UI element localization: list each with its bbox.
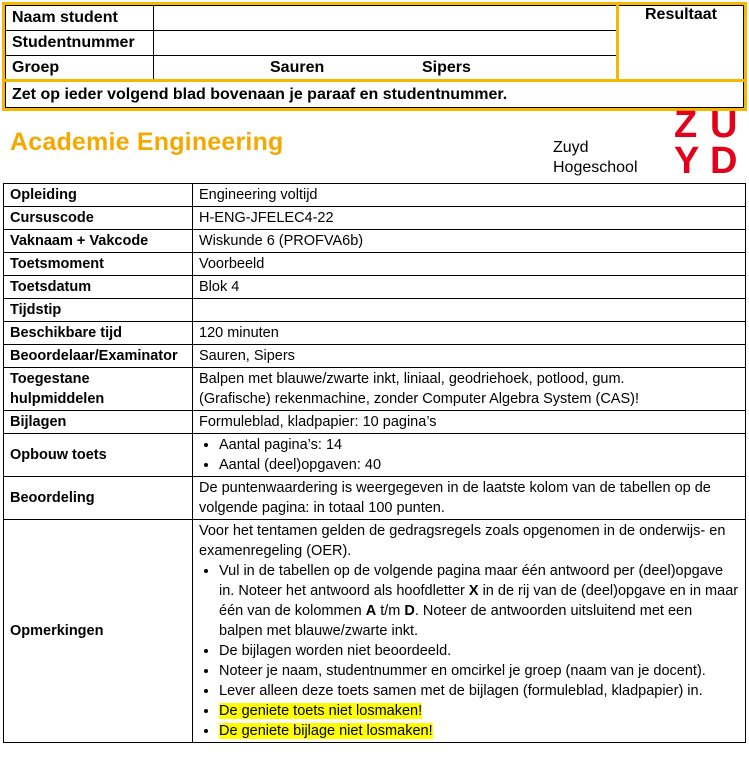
row-toetsdatum: [4, 276, 746, 299]
remark-text: Vul in de tabellen op de volgende pagina maar één antwoord per (deel)opgave in. Noteer het antwoord als hoofdletter: [219, 563, 724, 599]
value-opmerkingen: [193, 520, 746, 743]
school-name-line-1: Zuyd: [553, 139, 589, 156]
remark-bold-a: A: [365, 603, 377, 619]
row-vaknaam: [4, 230, 746, 253]
highlighted-warning: De geniete toets niet losmaken!: [219, 703, 423, 719]
student-number-label: Studentnummer: [6, 31, 154, 56]
row-cursuscode: [4, 207, 746, 230]
value-toetsdatum: Blok 4: [193, 276, 746, 299]
list-item: • Lever alleen deze toets samen met de bijlagen (formuleblad, kladpapier) in.: [219, 681, 739, 701]
label-beoordeling: Beoordeling: [4, 477, 193, 520]
opmerkingen-list: [199, 561, 739, 741]
label-hulpmiddelen: [4, 368, 193, 411]
value-beschikbare-tijd: 120 minuten: [193, 322, 746, 345]
school-name-line-2: Hogeschool: [553, 159, 638, 176]
row-opbouw: [4, 434, 746, 477]
list-item: • Noteer je naam, studentnummer en omcirkel je groep (naam van je docent).: [219, 661, 739, 681]
result-label: Resultaat: [618, 6, 744, 81]
value-bijlagen: Formuleblad, kladpapier: 10 pagina’s: [193, 411, 746, 434]
name-field[interactable]: [154, 6, 618, 31]
zuyd-logo: [672, 104, 742, 182]
label-hulpmiddelen-line-1: Toegestane: [10, 371, 90, 387]
opbouw-list: [199, 435, 739, 475]
remark-text: t/m: [376, 603, 405, 619]
row-tijdstip: [4, 299, 746, 322]
label-beoordelaar: Beoordelaar/Examinator: [4, 345, 193, 368]
list-item: [219, 721, 739, 741]
student-header-box: [2, 2, 747, 111]
value-beoordelaar: Sauren, Sipers: [193, 345, 746, 368]
list-item: [219, 701, 739, 721]
hulpmiddelen-line-2: (Grafische) rekenmachine, zonder Computer Algebra System (CAS)!: [199, 391, 640, 407]
list-item: • Aantal (deel)opgaven: 40: [219, 455, 739, 475]
hulpmiddelen-line-1: Balpen met blauwe/zwarte inkt, liniaal, geodriehoek, potlood, gum.: [199, 371, 625, 387]
highlighted-warning: De geniete bijlage niet losmaken!: [219, 723, 433, 739]
value-vaknaam: Wiskunde 6 (PROFVA6b): [193, 230, 746, 253]
label-hulpmiddelen-line-2: hulpmiddelen: [10, 391, 105, 407]
row-opmerkingen: [4, 520, 746, 743]
logo-letter-d: D: [710, 140, 738, 182]
label-vaknaam: Vaknaam + Vakcode: [4, 230, 193, 253]
row-toetsmoment: [4, 253, 746, 276]
group-field: [154, 56, 618, 81]
instruction-text: Zet op ieder volgend blad bovenaan je paraaf en studentnummer.: [6, 81, 744, 108]
value-beoordeling: De puntenwaardering is weergegeven in de laatste kolom van de tabellen op de volgende pagina: in totaal 100 punten.: [193, 477, 746, 520]
label-beschikbare-tijd: Beschikbare tijd: [4, 322, 193, 345]
value-toetsmoment: Voorbeeld: [193, 253, 746, 276]
value-hulpmiddelen: [193, 368, 746, 411]
row-beoordelaar: [4, 345, 746, 368]
logo-letter-z: Z: [674, 104, 698, 146]
row-beschikbare-tijd: [4, 322, 746, 345]
group-option-sauren[interactable]: Sauren: [270, 59, 325, 76]
group-label: Groep: [6, 56, 154, 81]
logo-letter-y: Y: [674, 140, 700, 182]
exam-info-table: [3, 183, 746, 743]
school-name: [553, 138, 638, 178]
logo-letter-u: U: [710, 104, 738, 146]
academy-title: Academie Engineering: [10, 128, 284, 156]
label-opleiding: Opleiding: [4, 184, 193, 207]
remark-bold-x: X: [468, 583, 479, 599]
label-opbouw: Opbouw toets: [4, 434, 193, 477]
list-item: [219, 561, 739, 641]
list-item: • De bijlagen worden niet beoordeeld.: [219, 641, 739, 661]
label-tijdstip: Tijdstip: [4, 299, 193, 322]
value-opbouw: [193, 434, 746, 477]
row-opleiding: [4, 184, 746, 207]
row-bijlagen: [4, 411, 746, 434]
row-hulpmiddelen: [4, 368, 746, 411]
label-bijlagen: Bijlagen: [4, 411, 193, 434]
label-toetsmoment: Toetsmoment: [4, 253, 193, 276]
name-label: Naam student: [6, 6, 154, 31]
label-toetsdatum: Toetsdatum: [4, 276, 193, 299]
row-beoordeling: [4, 477, 746, 520]
group-option-sipers[interactable]: Sipers: [422, 59, 471, 76]
remark-bold-d: D: [404, 603, 415, 619]
value-opleiding: Engineering voltijd: [193, 184, 746, 207]
value-cursuscode: H-ENG-JFELEC4-22: [193, 207, 746, 230]
remark-text: in de rij van de (deel)opgave en in maar één van de kolommen: [219, 583, 739, 619]
opmerkingen-intro: Voor het tentamen gelden de gedragsregels zoals opgenomen in de onderwijs- en examenregeling (OER).: [199, 523, 726, 559]
list-item: • Aantal pagina’s: 14: [219, 435, 739, 455]
remark-text: . Noteer de antwoorden uitsluitend met een balpen met blauwe/zwarte inkt.: [219, 603, 693, 639]
value-tijdstip: [193, 299, 746, 322]
student-number-field[interactable]: [154, 31, 618, 56]
label-cursuscode: Cursuscode: [4, 207, 193, 230]
label-opmerkingen: Opmerkingen: [4, 520, 193, 743]
